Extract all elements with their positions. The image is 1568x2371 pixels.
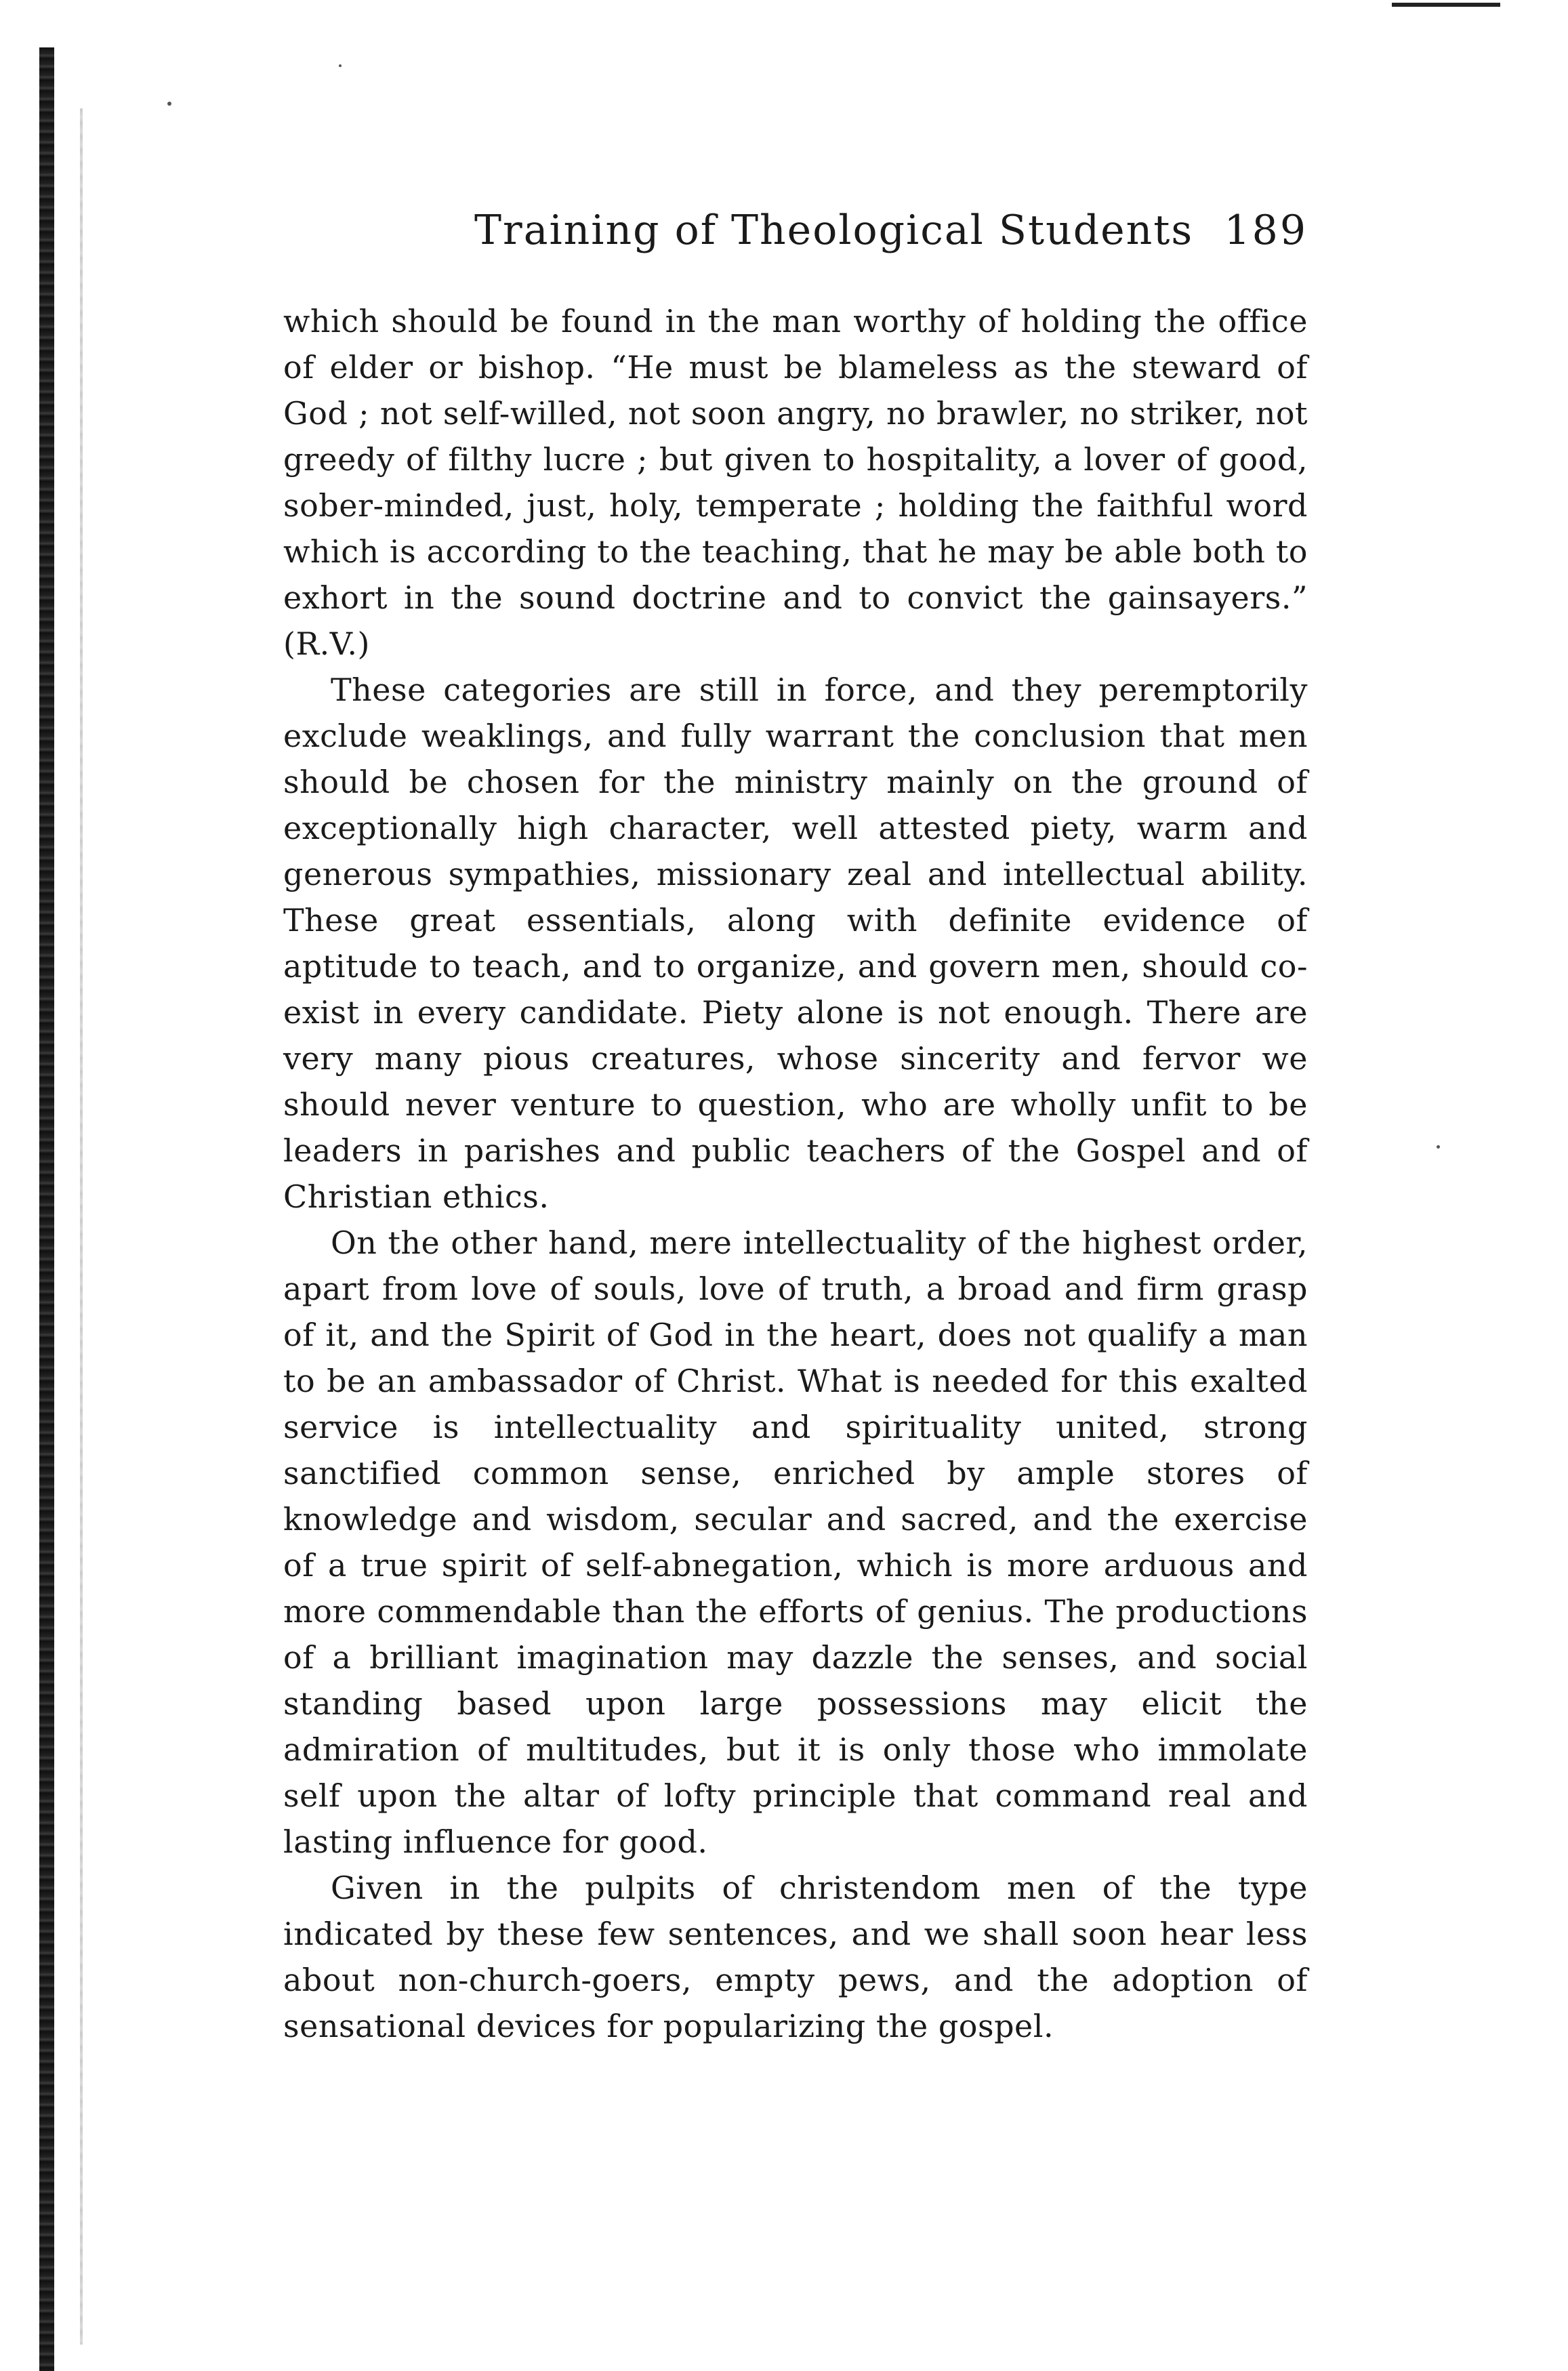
paragraph: Given in the pulpits of christendom men of the type indicated by these few sentences, and we shall soon hear less about non-church-goers, empty pews, and the adoption of sensational devices for popularizing the gospel. xyxy=(283,1870,1308,2044)
scan-top-rule xyxy=(1392,3,1500,7)
page-binding-edge xyxy=(39,47,54,2371)
paragraph-continued: which should be found in the man worthy of holding the office of elder or bishop. “He must be blameless as the steward of God ; not self-willed, not soon angry, no brawler, no striker, not greedy of filthy lucre ; but given to hospitality, a lover of good, sober-minded, just, holy, temperate ; holding the faithful word which is according to the teaching, that he may be able both to exhort in the sound doctrine and to convict the gainsayers.” (R.V.) xyxy=(283,303,1308,662)
scan-speck xyxy=(167,102,171,106)
body-text xyxy=(283,298,1308,2049)
paragraph: On the other hand, mere intellectuality of the highest order, apart from love of souls, love of truth, a broad and firm grasp of it, and the Spirit of God in the heart, does not qualify a man to be an ambassador of Christ. What is needed for this exalted service is intellectuality and spirituality united, strong sanctified common sense, enriched by ample stores of knowledge and wisdom, secular and sacred, and the exercise of a true spirit of self-abnegation, which is more arduous and more commendable than the efforts of genius. The productions of a brilliant imagination may dazzle the senses, and social standing based upon large possessions may elicit the admiration of multitudes, but it is only those who immolate self upon the altar of lofty principle that command real and lasting influence for good. xyxy=(283,1224,1308,1860)
scan-speck xyxy=(339,64,342,67)
page-gutter-shadow xyxy=(80,108,83,2345)
paragraph: These categories are still in force, and they peremptorily exclude weaklings, and fully warrant the conclusion that men should be chosen for the ministry mainly on the ground of exceptionally high character, well attested piety, warm and generous sympathies, missionary zeal and intellectual ability. These great essentials, along with definite evidence of aptitude to teach, and to organize, and govern men, should co-exist in every candidate. Piety alone is not enough. There are very many pious creatures, whose sincerity and fervor we should never venture to question, who are wholly unfit to be leaders in parishes and public teachers of the Gospel and of Christian ethics. xyxy=(283,672,1308,1215)
scan-speck xyxy=(1437,1145,1440,1149)
page-number: 189 xyxy=(1224,207,1308,254)
page-header xyxy=(278,207,1321,268)
running-title: Training of Theological Students xyxy=(474,207,1194,254)
